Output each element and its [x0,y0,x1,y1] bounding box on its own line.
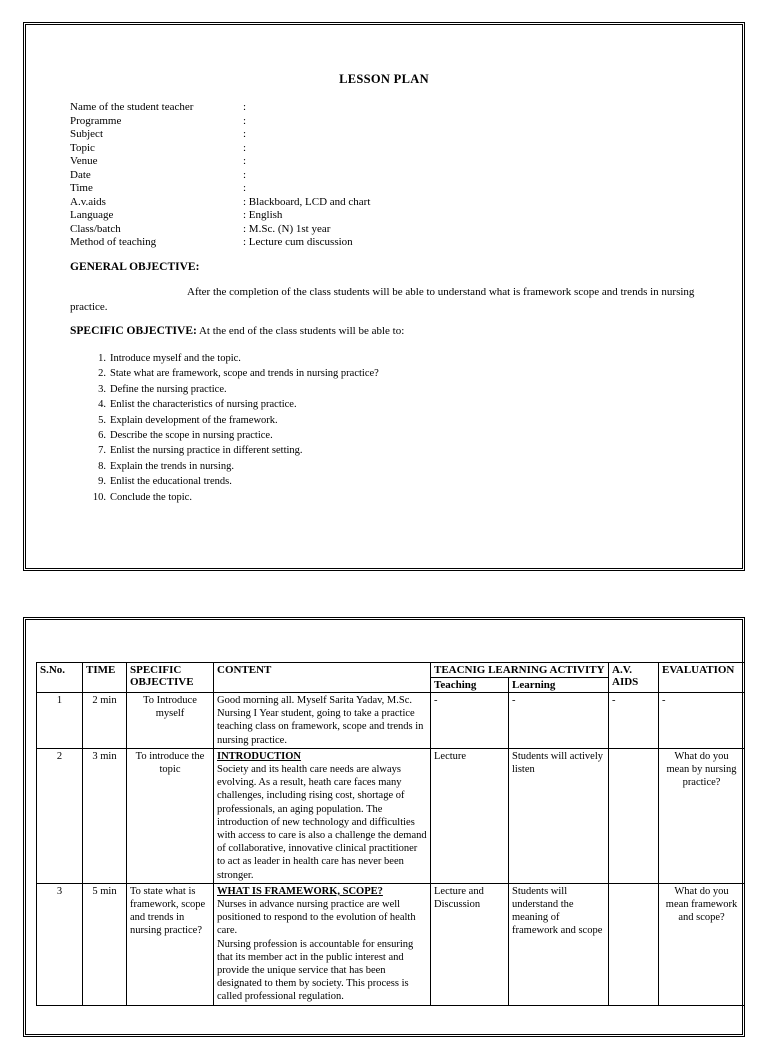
info-row [70,236,370,250]
info-value: : Blackboard, LCD and chart [243,195,371,208]
cell-learning: Students will understand the meaning of framework and scope [509,883,609,1005]
cell-aids: - [609,693,659,749]
content-text: Good morning all. Myself Sarita Yadav, M.Sc. Nursing I Year student, going to take a practice teaching class on framework, scope and trends in nursing practice. [217,695,424,746]
content-text: Nurses in advance nursing practice are well positioned to respond to the evolution of health care. [217,899,416,937]
info-row [70,115,370,129]
info-value: : [243,182,247,194]
cell-time: 3 min [83,748,127,883]
header-aids: A.V. AIDS [609,663,659,693]
cell-sno: 2 [37,748,83,883]
info-row [70,182,370,196]
cell-content [214,748,431,883]
cell-teaching: Lecture and Discussion [431,883,509,1005]
cell-aids [609,748,659,883]
specific-objective [70,325,404,337]
info-label: Class/batch [70,222,121,235]
specific-objective-heading: SPECIFIC OBJECTIVE: [70,325,197,337]
lesson-plan-table [36,662,745,1006]
list-item [82,351,379,366]
list-number: 3. [98,383,106,395]
info-label: Topic [70,141,95,154]
info-label: Subject [70,128,103,140]
info-block [70,101,370,250]
cell-evaluation: What do you mean framework and scope? [659,883,745,1005]
lesson-plan-page [23,22,745,571]
list-item [82,366,379,381]
list-item [82,382,379,397]
info-row [70,155,370,169]
info-value: : English [243,209,283,221]
list-text: Enlist the nursing practice in different setting. [110,445,303,457]
list-number: 9. [98,476,106,488]
list-number: 4. [98,399,106,411]
list-number: 6. [98,430,106,442]
list-number: 2. [98,368,106,380]
info-row [70,209,370,223]
cell-evaluation: - [659,693,745,749]
info-row [70,101,370,115]
table-row [37,693,745,749]
cell-content [214,693,431,749]
list-number: 10. [92,491,106,503]
info-label: Name of the student teacher [70,101,194,113]
info-label: Programme [70,114,122,127]
list-text: Introduce myself and the topic. [110,353,241,364]
cell-teaching: - [431,693,509,749]
info-value: : [243,101,247,113]
list-number: 8. [98,460,106,472]
cell-objective: To Introduce myself [127,693,214,749]
info-value: : [243,128,247,140]
content-heading: INTRODUCTION [217,750,302,762]
list-item [82,397,379,412]
list-item [82,443,379,458]
info-row [70,169,370,183]
info-row [70,128,370,142]
header-content: CONTENT [214,663,431,693]
list-number: 5. [98,414,106,426]
list-number: 7. [98,445,106,457]
content-heading: WHAT IS FRAMEWORK, SCOPE? [217,885,383,897]
objective-list [82,351,379,505]
list-item [82,474,379,489]
list-text: Conclude the topic. [110,491,192,503]
cell-time: 2 min [83,693,127,749]
info-label: Method of teaching [70,236,157,248]
cell-learning: - [509,693,609,749]
info-label: Venue [70,155,98,167]
list-number: 1. [98,353,106,364]
list-text: Enlist the educational trends. [110,476,232,488]
list-text: Describe the scope in nursing practice. [110,430,273,442]
content-text-secondary: Nursing profession is accountable for ensuring that its member act in the public interest and provide the unique service that has been designated to them by society. This process is called professional regulation. [217,938,414,1003]
table-header-row [37,663,745,678]
list-text: Define the nursing practice. [110,383,227,395]
info-row [70,223,370,237]
cell-time: 5 min [83,883,127,1005]
header-teaching: Teaching [431,678,509,693]
cell-evaluation: What do you mean by nursing practice? [659,748,745,883]
header-objective: SPECIFIC OBJECTIVE [127,663,214,693]
info-value: : [243,168,247,181]
table-row [37,883,745,1005]
list-text: State what are framework, scope and trends in nursing practice? [110,368,379,380]
info-label: A.v.aids [70,195,106,208]
cell-objective: To introduce the topic [127,748,214,883]
info-label: Language [70,209,114,221]
list-item [82,428,379,443]
list-text: Explain the trends in nursing. [110,460,234,472]
info-value: : [243,141,247,154]
info-value: : Lecture cum discussion [243,236,353,248]
cell-teaching: Lecture [431,748,509,883]
info-value: : M.Sc. (N) 1st year [243,222,331,235]
list-text: Enlist the characteristics of nursing practice. [110,399,297,411]
info-value: : [243,155,247,167]
table-row [37,748,745,883]
header-learning: Learning [509,678,609,693]
info-row [70,142,370,156]
cell-sno: 1 [37,693,83,749]
specific-objective-text: At the end of the class students will be able to: [196,325,405,337]
general-objective-text: After the completion of the class students will be able to understand what is framework scope and trends in nursing practice. [70,286,695,313]
info-value: : [243,114,247,127]
header-sno: S.No. [37,663,83,693]
info-label: Date [70,168,91,181]
cell-objective: To state what is framework, scope and trends in nursing practice? [127,883,214,1005]
general-objective-heading: GENERAL OBJECTIVE: [70,261,200,273]
lesson-table-page [23,617,745,1037]
cell-learning: Students will actively listen [509,748,609,883]
info-row [70,196,370,210]
cell-content [214,883,431,1005]
info-label: Time [70,182,93,194]
list-item [82,413,379,428]
list-item [82,459,379,474]
cell-aids [609,883,659,1005]
cell-sno: 3 [37,883,83,1005]
page-title: LESSON PLAN [339,72,429,86]
header-activity: TEACNIG LEARNING ACTIVITY [431,663,609,678]
list-text: Explain development of the framework. [110,414,278,426]
list-item [82,490,379,505]
header-time: TIME [83,663,127,693]
header-evaluation: EVALUATION [659,663,745,693]
content-text: Society and its health care needs are always evolving. As a result, heath care faces many challenges, including rising cost, shortage of professionals, an aging population. The introduction of new technology and difficulties with access to care is also a challenge the demand of collaborative, innovative clinical practitioner to act as leader in health care has never been stronger. [217,764,427,881]
